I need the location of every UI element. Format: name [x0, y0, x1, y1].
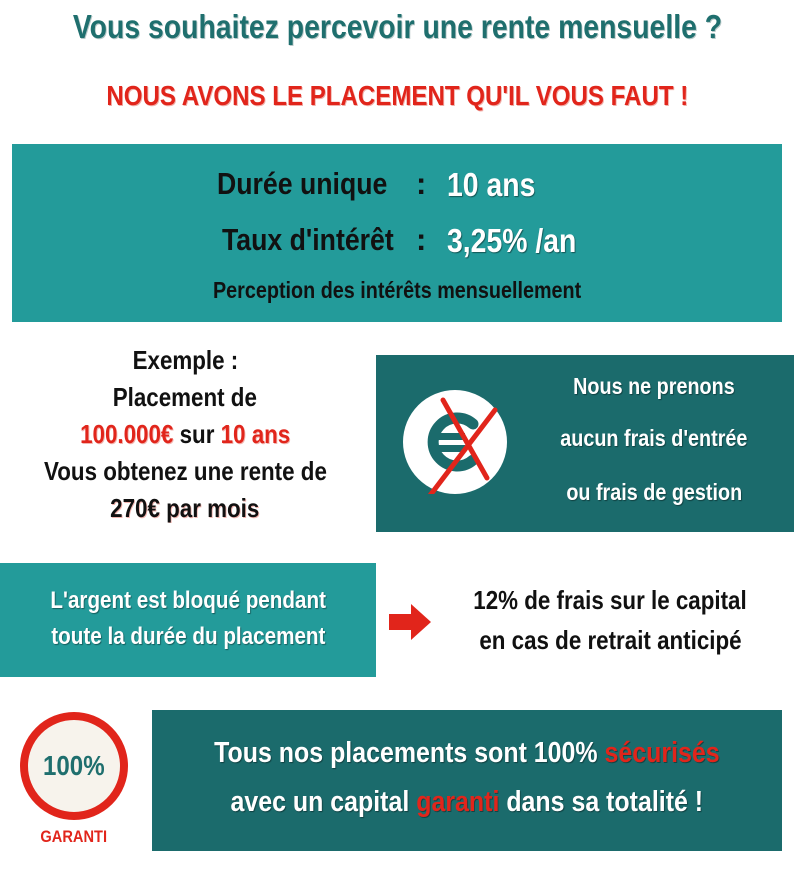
arrow-right-icon [389, 602, 433, 647]
guarantee-line-2: avec un capital garanti dans sa totalité ! [230, 786, 704, 818]
guarantee-badge [20, 712, 128, 820]
penalty-block [440, 580, 780, 660]
example-block [0, 342, 370, 527]
penalty-line-1: 12% de frais sur le capital [473, 585, 747, 615]
example-amount: 100.000€ [79, 419, 174, 449]
duration-label: Durée unique [217, 166, 388, 201]
no-fees-line-3: ou frais de gestion [566, 479, 742, 505]
example-line-amount [0, 416, 370, 453]
perception-text: Perception des intérêts mensuellement [212, 277, 582, 303]
no-euro-icon [403, 390, 507, 494]
penalty-line-2: en cas de retrait anticipé [478, 625, 742, 655]
example-title: Exemple : [132, 345, 238, 375]
example-duration: 10 ans [220, 419, 291, 449]
example-line-placement: Placement de [112, 382, 258, 412]
blocked-line-1: L'argent est bloqué pendant [50, 587, 326, 614]
blocked-panel [0, 563, 376, 677]
rate-value: 3,25% /an [447, 222, 577, 259]
guarantee-secured: sécurisés [604, 737, 720, 769]
guarantee-line-1: Tous nos placements sont 100% sécurisés [214, 737, 720, 769]
page-title: Vous souhaitez percevoir une rente mensuelle ? [72, 8, 722, 45]
duration-separator: : [416, 166, 427, 201]
example-line-rent: Vous obtenez une rente de [43, 456, 327, 486]
guarantee-panel [152, 710, 782, 851]
example-sur: sur [179, 419, 215, 449]
terms-panel [12, 144, 782, 322]
badge-label: GARANTI [40, 827, 108, 846]
rate-label: Taux d'intérêt [222, 222, 394, 257]
no-fees-line-1: Nous ne prenons [573, 373, 735, 399]
no-fees-panel [376, 355, 794, 532]
guarantee-guaranteed: garanti [416, 786, 500, 818]
no-fees-line-2: aucun frais d'entrée [560, 425, 748, 451]
duration-value: 10 ans [447, 166, 536, 203]
example-rent-value: 270€ par mois [110, 493, 260, 523]
rate-separator: : [416, 222, 427, 257]
badge-percent: 100% [20, 712, 128, 820]
page-subtitle: NOUS AVONS LE PLACEMENT QU'IL VOUS FAUT ! [106, 80, 688, 111]
blocked-line-2: toute la durée du placement [50, 623, 326, 650]
